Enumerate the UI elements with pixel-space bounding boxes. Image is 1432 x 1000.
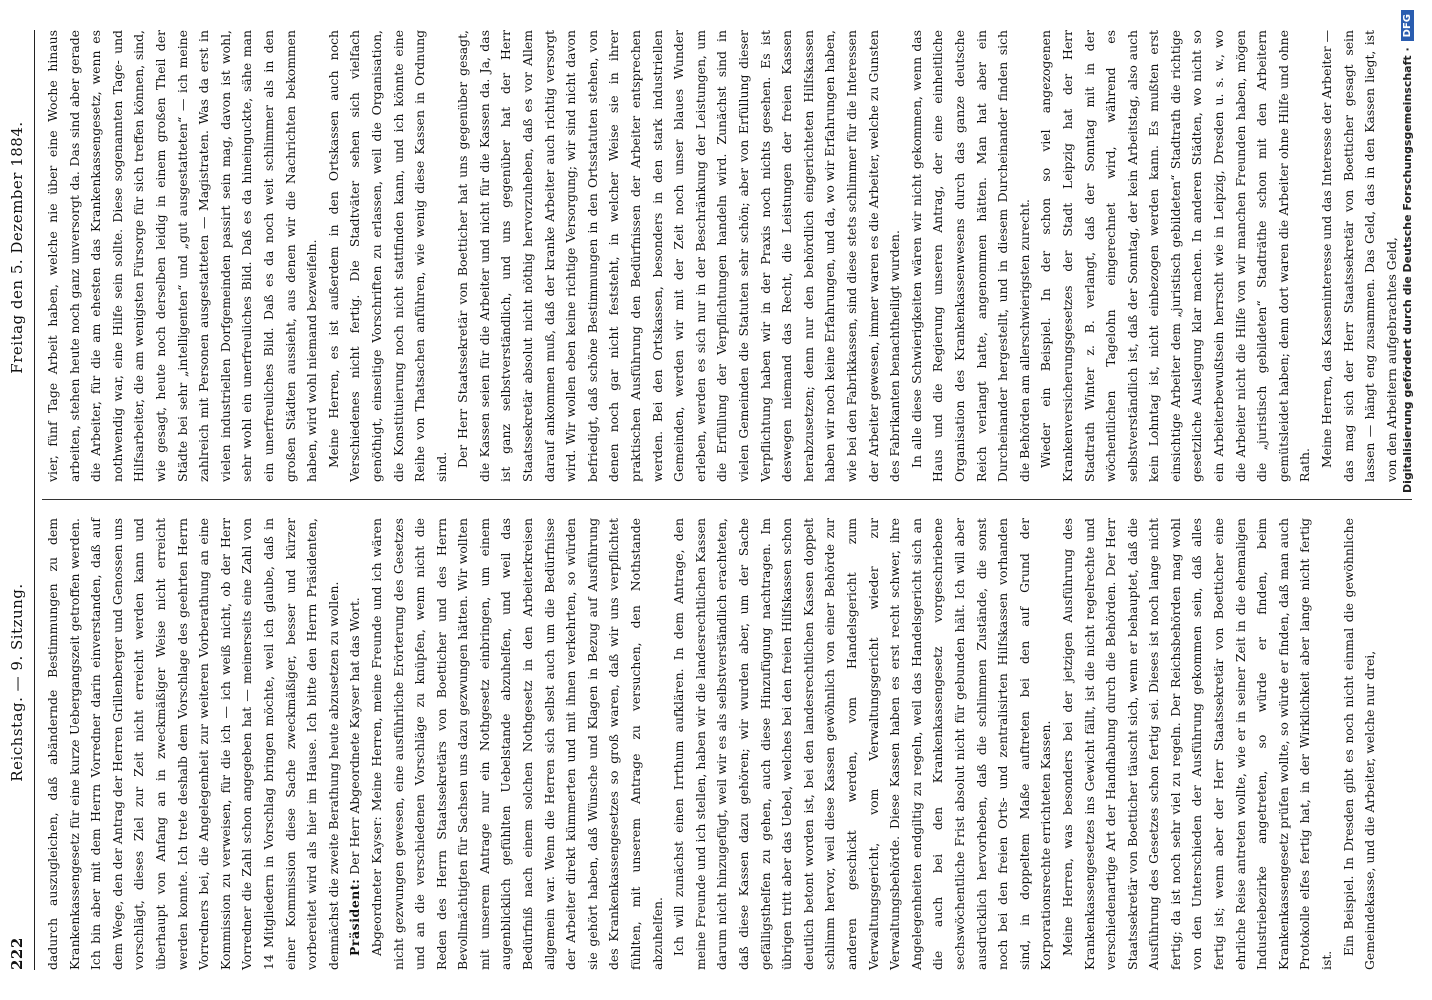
paragraph: Meine Herren, es ist außerdem in den Ortskassen auch noch Verschiedenes nicht fertig. Die Stadtväter sehen sich vielfach genöthigt, einseitige Vorschriften zu erlassen, weil die Organisation, die Konstituierung noch nicht stattfinden kann, und ich könnte eine Reihe von Thatsachen anführen, wie wenig diese Kassen in Ordnung sind. [325,30,449,482]
paragraph: Meine Herren, was besonders bei der jetzigen Ausführung des Krankenkassengesetzes ins Gewicht fällt, ist die nicht regelrechte und verschiedenartige Art der Handhabung durch die Behörden. Der Herr Staatssekretär von Boetticher täuscht sich, wenn er behauptet, daß die Ausführung des Gesetzes schon fertig sei. Dieses ist noch lange nicht fertig; da ist noch sehr viel zu regeln. Der Reichsbehörden mag wohl von den Unterschieden der Ausführung gekommen sein, daß alles fertig ist; wenn aber der Herr Staatssekretär von Boetticher eine ehrliche Reise antreten wollte, wie er in seiner Zeit in die ehemaligen Industriebezirke angetreten, so würde er finden, beim Krankenkassengesetz prüfen wollte, so würde er finden, daß man auch Protokolle elfes fertig hat, in der Wirklichkeit aber lange nicht fertig ist. [1059,518,1335,970]
speaker-label: Präsident: [347,878,363,956]
paragraph: Meine Herren, das Kasseninteresse und das Interesse der Arbeiter — das mag sich der Herr Staatssekretär von Boetticher gesagt sein lassen — hängt eng zusammen. Das Geld, das in den Kassen liegt, ist von den Arbeitern aufgebrachtes Geld, [1319,30,1399,482]
speaker-text: Der Herr Abgeordnete Kayser hat das Wort. [347,597,363,875]
column-divider [42,499,1412,500]
paragraph: dadurch auszugleichen, daß abändernde Bestimmungen zu dem Krankenkassengesetz für eine kurze Uebergangszeit getroffen werden. Ich bin aber mit dem Herrn Vorredner darin einverstanden, daß auf dem Wege, den der Antrag der Herren Grillenberger und Genossen uns vorschlägt, dieses Ziel zur Zeit nicht erreicht werden kann und überhaupt von Anfang an in zweckmäßiger Weise nicht erreicht werden konnte. Ich trete deshalb dem Vorschlage des geehrten Herrn Vorredners bei, die Angelegenheit zur weiteren Vorberathung an eine Kommission zu verweisen, für die ich — ich weiß nicht, ob der Herr Vorredner die Zahl schon angegeben hat — meinerseits eine Zahl von 14 Mitgliedern in Vorschlag bringen möchte, weil ich glaube, daß in einer Kommission diese Sache zweckmäßiger, besser und kürzer vorbereitet wird als hier im Hause. Ich bitte den Herrn Präsidenten, demnächst die zweite Berathung heute abzusetzen zu wollen. [45,518,341,970]
page-number: 222 [8,937,26,970]
header-right-title: Freitag den 5. Dezember 1884. [8,121,26,374]
paragraph: vier, fünf Tage Arbeit haben, welche nie über eine Woche hinaus arbeiten, stehen heute noch ganz unversorgt da. Das sind aber gerade die Arbeiter, für die am ehesten das Krankenkassengesetz, wenn es nothwendig war, eine Hilfe sein sollte. Diese sogenannten Tage- und Hilfsarbeiter, die am wenigsten Fürsorge für sich treffen können, sind, wie gesagt, heute noch derselben leidig in einem großen Theil der Städte bei sehr „intelligenten“ und „gut ausgestatteten“ — ich meine zahlreich mit Personen ausgestatteten — Magistraten. Was da erst in vielen industriellen Dorfgemeinden passirt sein mag, davon ist wohl, sehr wohl ein unerfreuliches Bild. Daß es da hineinguckte, sähe man ein unerfreuliches Bild. Daß es da noch weit schlimmer als in den großen Städten aussieht, aus denen wir die Nachrichten bekommen haben, wird wohl niemand bezweifeln. [45,30,320,482]
paragraph: Der Herr Staatssekretär von Boetticher hat uns gegenüber gesagt, die Kassen seien für die Arbeiter und nicht für die Kassen da. Ja, das ist ganz selbstverständlich, und uns gegenüber hat der Herr Staatssekretär absolut nicht nöthig hervorzuheben, daß es vor Allem darauf ankommen muß, daß der kranke Arbeiter auch richtig versorgt wird. Wir wollen eben keine richtige Versorgung; wir sind nicht davon befriedigt, daß schöne Bestimmungen in den Ortsstatuten stehen, von denen noch gar nicht feststeht, in welcher Weise sie in ihrer praktischen Ausführung den Bedürfnissen der Arbeiter entsprechen werden. Bei den Ortskassen, besonders in den stark industriellen Gemeinden, werden wir mit der Zeit noch unser blaues Wunder erleben, werden es sich nur in der Beschränkung der Leistungen, um die Erfüllung der Verpflichtungen handeln wird. Zunächst sind in vielen Gemeinden die Statuten sehr schön; aber von Erfüllung dieser Verpflichtung haben wir in der Praxis noch nichts gesehen. Es ist deswegen niemand das Recht, die Leistungen der freien Kassen herabzusetzen; denn nur den behördlich eingerichteten Hilfskassen haben wir noch keine Erfahrungen, und da, wo wir Erfahrungen haben, wie bei den Fabrikkassen, sind diese stets schlimmer für die Interessen der Arbeiter gewesen, immer waren es die Arbeiter, welche zu Gunsten des Fabrikanten benachtheiligt wurden. [455,30,903,482]
digitization-credit-inner [1392,10,1422,990]
paragraph: Wieder ein Beispiel. In der schon so viel angezogenen Krankenversicherungsgesetzes der Stadt Leipzig hat der Herr Stadtrath Winter z. B. verlangt, daß der Sonntag mit in der wöchentlichen Tagelohn eingerechnet wird, während es selbstverständlich ist, daß der Sonntag, der kein Arbeitstag, also auch kein Lohntag ist, nicht einbezogen werden kann. Es mußten erst einsichtige Arbeiter dem „juristisch gebildeten“ Stadtrath die richtige gesetzliche Auslegung klar machen. In anderen Städten, wo nicht so ein Arbeiterbewußtsein herrscht wie in Leipzig, Dresden u. s. w., wo die Arbeiter nicht die Hilfe von wir manchen Freunden haben, mögen die „juristisch gebildeten“ Stadträthe schon mit den Arbeitern gemütsleidet haben; denn dort waren die Arbeiter ohne Hilfe und ohne Rath. [1038,30,1313,482]
credit-text: Digitalisierung gefördert durch die Deutsche Forschungsgemeinschaft · [1400,47,1414,494]
header-rule [34,30,35,970]
right-column [42,30,1402,482]
paragraph: Abgeordneter Kayser: Meine Herren, meine Freunde und ich wären nicht gezwungen gewesen, eine ausführliche Erörterung des Gesetzes und an die verschiedenen Vorschläge zu knüpfen, wenn nicht die Reden des Herrn Staatssekretärs von Boetticher und des Herrn Bevollmächtigten für Sachsen uns dazu gezwungen hätten. Wir wollten mit unserem Antrage nur ein Nothgesetz einbringen, um einem augenblicklich gefühlten Uebelstande abzuhelfen, und weil das Bedürfniß nach einem solchen Nothgesetz in den Arbeiterkreisen allgemein war. Wenn die Herren sich selbst auch um die Bedürfnisse der Arbeiter direkt kümmerten und mit ihnen verkehrten, so würden sie gehört haben, daß Wünsche und Klagen in Bezug auf Ausführung des Krankenkassengesetzes so groß waren, daß wir uns verpflichtet fühlten, mit unserem Antrage zu versuchen, den Nothstande abzuhelfen. [368,518,665,970]
dfg-logo: DFG [1401,10,1414,41]
left-column [42,518,1381,970]
digitization-credit [1392,10,1422,990]
header-left-title: Reichstag. — 9. Sitzung. [8,583,26,782]
president-line [344,518,366,970]
paragraph: Ein Beispiel. In Dresden gibt es noch nicht einmal die gewöhnliche Gemeindekasse, und die Arbeiter, welche nur drei, [1340,518,1378,970]
paragraph: In alle diese Schwierigkeiten wären wir nicht gekommen, wenn das Haus und die Regierung unseren Antrag, der eine einheitliche Organisation des Krankenkassenwesens durch das ganze deutsche Reich verlangt hatte, angenommen hätten. Man hat aber ein Durcheinander hergestellt, und in diesem Durcheinander finden sich die Behörden am allerschwierigsten zurecht. [908,30,1032,482]
paragraph: Ich will zunächst einen Irrthum aufklären. In dem Antrage, den meine Freunde und ich stellen, haben wir die landesrechtlichen Kassen darum nicht hinzugefügt, weil wir es als selbstverständlich erachteten, daß diese Kassen dazu gehören; wir wurden aber, um der Sache gefälligsthelfen zu gehen, auch diese Hinzufügung nachtragen. Im übrigen tritt aber das Uebel, welches bei den freien Hilfskassen schon deutlich betont worden ist, bei den landesrechtlichen Kassen doppelt schlimm hervor, weil diese Kassen gewöhnlich von einer Behörde zur anderen geschickt werden, vom Handelsgericht zum Verwaltungsgericht, vom Verwaltungsgericht wieder zur Verwaltungsbehörde. Diese Kassen haben es erst recht schwer, ihre Angelegenheiten endgiltig zu regeln, weil das Handelsgericht sich an die auch bei den Krankenkassengesetz vorgeschriebene sechswöchentliche Frist absolut nicht für gebunden hält. Ich will aber ausdrücklich hervorheben, daß die schlimmen Zustände, die sonst noch bei den freien Orts- und zentralisirten Hilfskassen vorhanden sind, in doppeltem Maße auftreten bei den auf Grund der Korporationsrechte errichteten Kassen. [671,518,1054,970]
page-header [8,30,36,970]
